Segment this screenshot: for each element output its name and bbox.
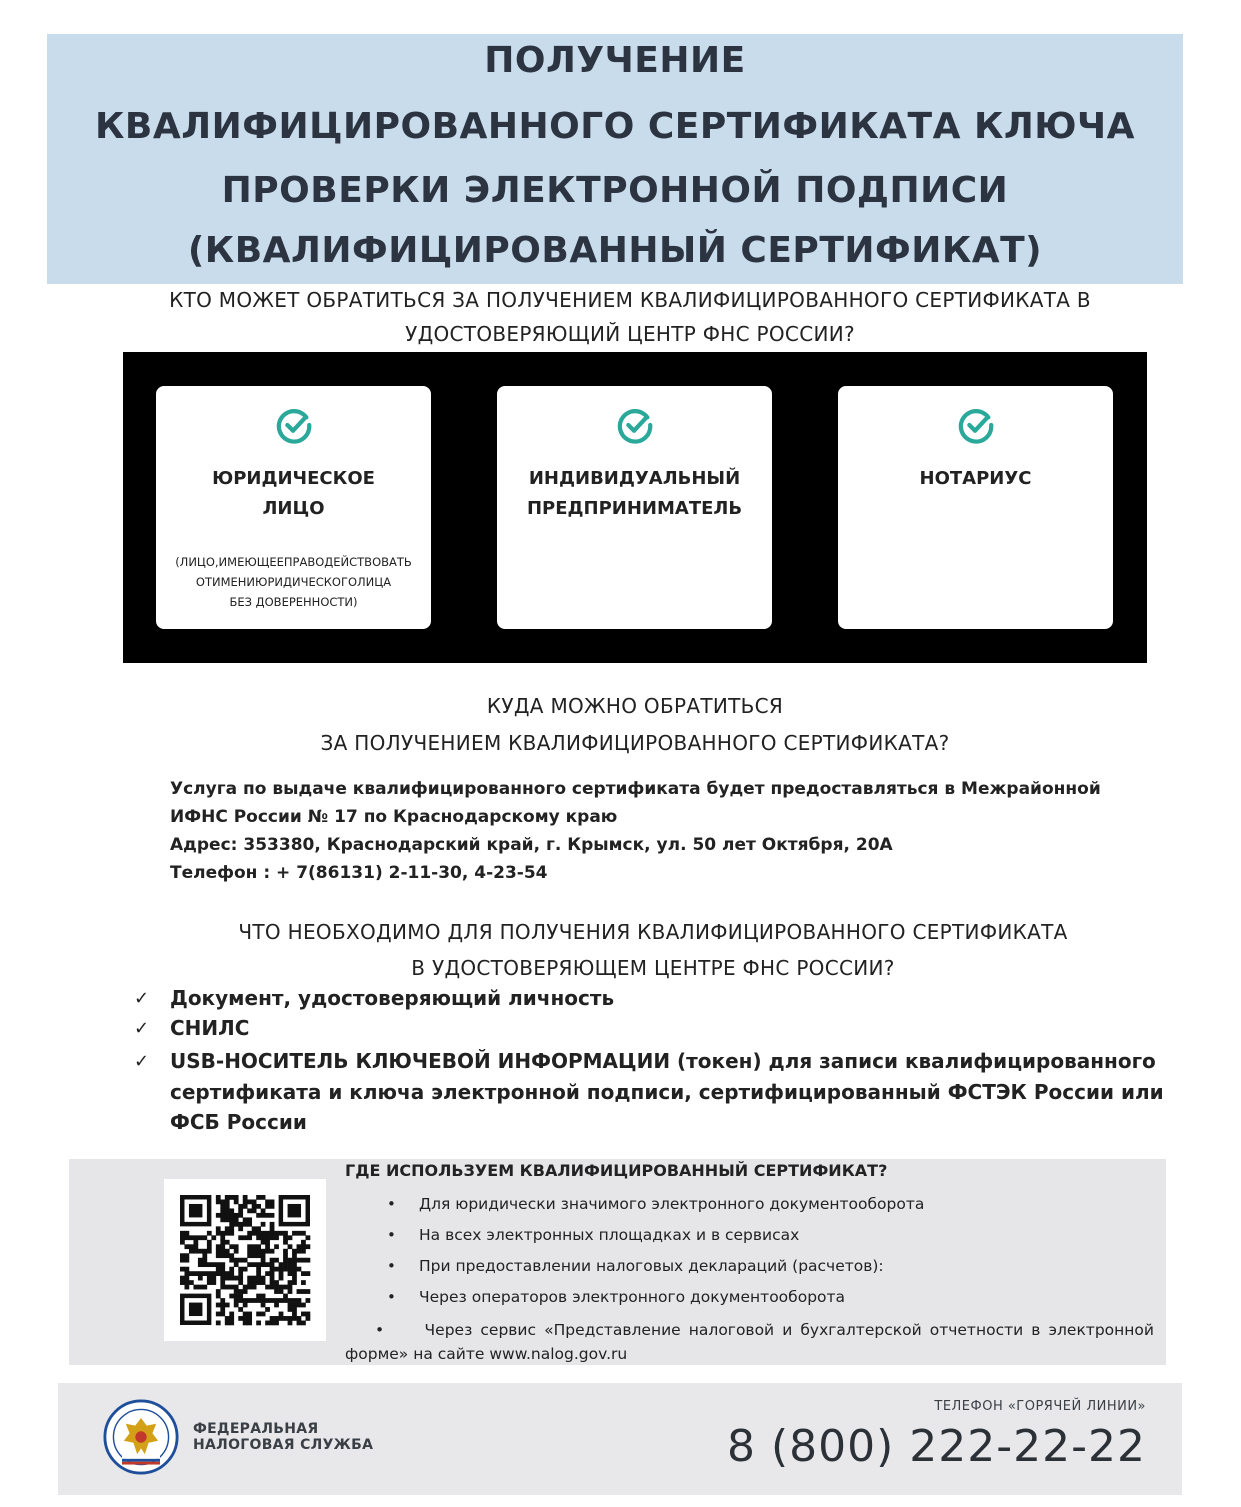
requirement-item: USB-НОСИТЕЛЬ КЛЮЧЕВОЙ ИНФОРМАЦИИ (токен) для записи квалифицированного <box>170 1049 1156 1073</box>
usage-item-nalog-service <box>345 1318 1154 1366</box>
service-phone-line: Телефон : + 7(86131) 2-11-30, 4-23-54 <box>170 863 548 883</box>
check-circle-icon <box>616 406 654 444</box>
card-note-line: (ЛИЦО,ИМЕЮЩЕЕПРАВОДЕЙСТВОВАТЬ <box>175 555 412 569</box>
card-note-line: БЕЗ ДОВЕРЕННОСТИ) <box>229 595 358 609</box>
qr-code-icon <box>164 1179 326 1341</box>
title-line-2: КВАЛИФИЦИРОВАННОГО СЕРТИФИКАТА КЛЮЧА <box>94 106 1136 147</box>
who-question-line-2: УДОСТОВЕРЯЮЩИЙ ЦЕНТР ФНС РОССИИ? <box>405 322 855 346</box>
check-circle-icon <box>957 406 995 444</box>
card-label-line: ИНДИВИДУАЛЬНЫЙ <box>528 468 741 489</box>
qr-code[interactable] <box>164 1179 326 1341</box>
title-line-4: (КВАЛИФИЦИРОВАННЫЙ СЕРТИФИКАТ) <box>187 230 1043 271</box>
card-label-line: ЛИЦО <box>262 498 325 519</box>
card-notary <box>838 386 1113 629</box>
card-note-line: ОТИМЕНИЮРИДИЧЕСКОГОЛИЦА <box>195 575 392 589</box>
usage-item-text: Через сервис «Представление налоговой и бухгалтерской отчетности в электронной форме» на сайте www.nalog.gov.ru <box>345 1321 1154 1363</box>
requirements-question-line-1: ЧТО НЕОБХОДИМО ДЛЯ ПОЛУЧЕНИЯ КВАЛИФИЦИРОВАННОГО СЕРТИФИКАТА <box>238 920 1068 944</box>
org-name-line: ФЕДЕРАЛЬНАЯ <box>193 1421 319 1437</box>
bullet-icon: • <box>387 1257 396 1275</box>
usage-item: При предоставлении налоговых деклараций (расчетов): <box>419 1257 884 1275</box>
bullet-icon: • <box>387 1288 396 1306</box>
where-question-line-2: ЗА ПОЛУЧЕНИЕМ КВАЛИФИЦИРОВАННОГО СЕРТИФИКАТА? <box>320 731 950 755</box>
bullet-icon: • <box>387 1195 396 1213</box>
title-line-1: ПОЛУЧЕНИЕ <box>484 40 746 81</box>
usage-item: Для юридически значимого электронного документооборота <box>419 1195 925 1213</box>
title-line-3: ПРОВЕРКИ ЭЛЕКТРОННОЙ ПОДПИСИ <box>221 170 1009 211</box>
bullet-icon: • <box>387 1226 396 1244</box>
org-name <box>193 1421 373 1453</box>
fns-emblem-icon <box>103 1399 179 1475</box>
title-band <box>47 34 1183 284</box>
hotline-label: ТЕЛЕФОН «ГОРЯЧЕЙ ЛИНИИ» <box>934 1399 1146 1414</box>
hotline-phone[interactable]: 8 (800) 222-22-22 <box>727 1421 1146 1472</box>
where-question-line-1: КУДА МОЖНО ОБРАТИТЬСЯ <box>486 694 784 718</box>
usage-title: ГДЕ ИСПОЛЬЗУЕМ КВАЛИФИЦИРОВАННЫЙ СЕРТИФИКАТ? <box>345 1161 888 1180</box>
requirement-item-continued: ФСБ России <box>170 1110 307 1134</box>
who-panel <box>123 352 1147 663</box>
usage-panel <box>69 1159 1166 1365</box>
card-label-line: ЮРИДИЧЕСКОЕ <box>212 468 375 489</box>
card-label-line: ПРЕДПРИНИМАТЕЛЬ <box>526 498 743 519</box>
card-individual-entrepreneur <box>497 386 772 629</box>
usage-item: Через операторов электронного документооборота <box>419 1288 846 1306</box>
requirement-item: СНИЛС <box>170 1016 250 1040</box>
footer <box>58 1383 1182 1495</box>
requirements-question-line-2: В УДОСТОВЕРЯЮЩЕМ ЦЕНТРЕ ФНС РОССИИ? <box>411 956 895 980</box>
check-circle-icon <box>275 406 313 444</box>
org-name-line: НАЛОГОВАЯ СЛУЖБА <box>193 1437 374 1453</box>
requirement-item-continued: сертификата и ключа электронной подписи, сертифицированный ФСТЭК России или <box>170 1080 1164 1104</box>
service-office-line: ИФНС России № 17 по Краснодарскому краю <box>170 807 618 827</box>
checkmark-icon: ✓ <box>134 988 150 1009</box>
who-question-line-1: КТО МОЖЕТ ОБРАТИТЬСЯ ЗА ПОЛУЧЕНИЕМ КВАЛИФИЦИРОВАННОГО СЕРТИФИКАТА В <box>169 288 1091 312</box>
bullet-icon: • <box>375 1321 385 1339</box>
service-info-line: Услуга по выдаче квалифицированного сертификата будет предоставляться в Межрайонной <box>170 779 1101 799</box>
usage-item: На всех электронных площадках и в сервисах <box>419 1226 800 1244</box>
requirement-item: Документ, удостоверяющий личность <box>170 986 615 1010</box>
service-address-line: Адрес: 353380, Краснодарский край, г. Крымск, ул. 50 лет Октября, 20А <box>170 835 893 855</box>
checkmark-icon: ✓ <box>134 1051 150 1072</box>
checkmark-icon: ✓ <box>134 1018 150 1039</box>
card-legal-entity <box>156 386 431 629</box>
card-label-line: НОТАРИУС <box>919 468 1032 489</box>
